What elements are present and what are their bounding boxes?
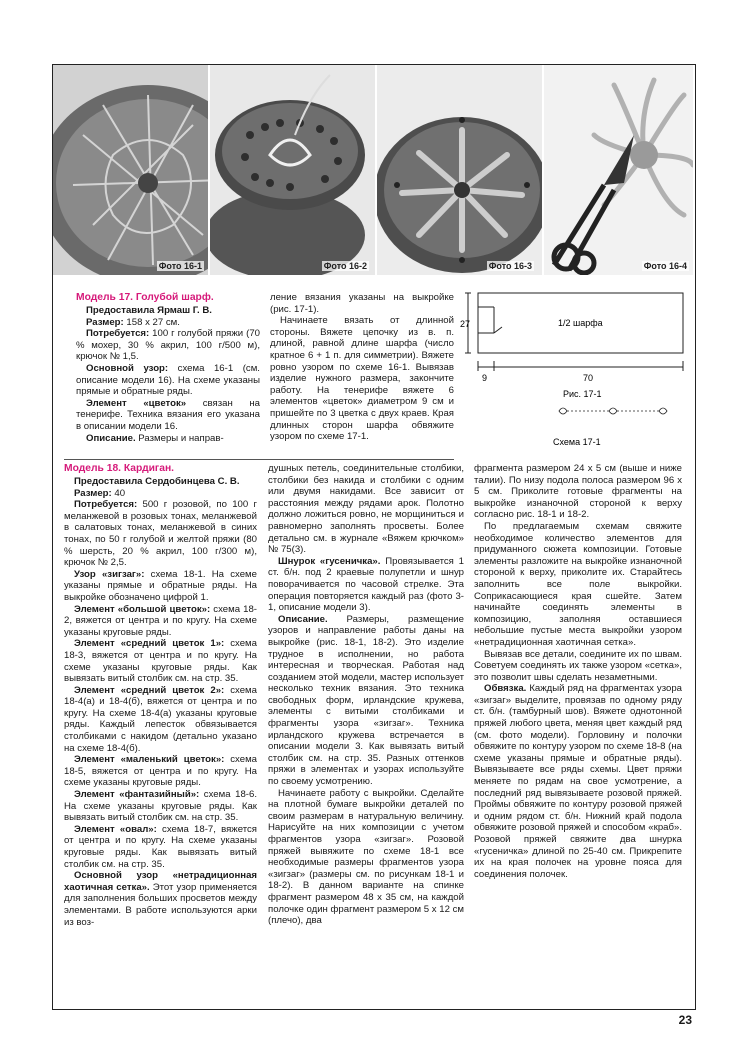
size-label: Размер: — [86, 316, 124, 328]
paragraph: Вывязав все детали, соедините их по швам. Советуем соединять их также узором «сетка», это позволит швы сделать незаметными. — [474, 648, 682, 683]
flower-text: связан на тенерифе. Техника вязания его указана в описании модели 16. — [76, 397, 261, 432]
photo-16-4 — [544, 65, 693, 275]
model18-column-2 — [268, 463, 464, 927]
paragraph: фрагмента размером 24 х 5 см (выше и ниже талии). По низу подола полоса размером 96 х 5 см. Приколите готовые фрагменты на выкройке изнаночной стороной к верху согласно рис. 18-1 и 18-2. — [474, 463, 682, 521]
size-value: 40 — [111, 487, 126, 499]
model17-column-1 — [76, 292, 260, 444]
big-flower-label: Элемент «большой цветок»: — [74, 603, 211, 615]
paragraph: душных петель, соединительные столбики, столбики без накида и столбики с одним или двумя накидами. Все зависит от расстояния между рядами арок. Полотно должно ложиться ровно, не морщиниться и равномерно заполнять просветы. Более детально см. в журнале «Вяжем крючком» № 75(3). — [268, 463, 464, 556]
needs-text: 500 г розовой, по 100 г меланжевой в розовых тонах, меланжевой в салатовых тонах, меланжевой в синих тонах, по 50 г голубой и желтой пряжи (80 % шерсть, 20 % акрил, 100 г/300 м), крючок № 2,5. — [64, 499, 257, 569]
page-number: 23 — [678, 1013, 692, 1027]
author-label: Предоставила Ярмаш Г. В. — [86, 305, 212, 316]
small-flower-label: Элемент «маленький цветок»: — [74, 754, 225, 766]
section-divider — [64, 459, 454, 460]
flower-label: Элемент «цветок» — [86, 397, 187, 409]
desc-text: Размеры, размещение узоров и направление работы даны на выкройке (рис. 18-1, 18-2). Это изделие трудное в исполнении, но работа интересная и творческая. Работая над созданием этой модели, мастер использует несколько техник вязания. Это техника свободных форм, ирландские кружева, элементы с витыми столбиками и фрагменты узора «зигзаг». Техника ирландского кружева встречается в описании модели 3. Как вывязать витый столбик см. на стр. 35. Разных оттенков пряжи в элементах и узорах используйте по своему усмотрению. — [268, 613, 464, 788]
model18-title: Модель 18. Кардиган. — [64, 463, 175, 474]
needs-text: 100 г голубой пряжи (70 % мохер, 30 % акрил, 100 г/500 м), крючок № 1,5. — [76, 328, 260, 363]
author-label: Предоставила Сердобинцева С. В. — [74, 476, 240, 487]
net-text: Этот узор применяется для заполнения больших просветов между элементами. В работе используются арки из воз- — [64, 881, 257, 928]
mid-flower-2-text: схема 18-4(а) и 18-4(б), вяжется от центра и по кругу. На схеме 18-4(а) указаны круговые ряды. Каждый лепесток обвязывается столбиками с накидом (детально указано на схеме 18-4(б). — [64, 684, 257, 754]
model17-column-2 — [270, 292, 454, 443]
needs-label: Потребуется: — [74, 499, 138, 511]
lace-text: Провязывается 1 ст. б/н. под 2 краевые полупетли и шнур поворачивается по часовой стрелке. Эта операция повторяется каждый раз (фото 3-1, описание модели 3). — [268, 555, 464, 614]
mid-flower-2-label: Элемент «средний цветок 2»: — [74, 684, 225, 696]
edging-text: Каждый ряд на фрагментах узора «зигзаг» выделите, провязав по одному ряду ст. б/н. (тамбурный шов). Вяжете однотонной пряжей любого цвета, меняя цвет каждый ряд (см. фото модели). Горловину и полочки обвяжите по контуру узором по схеме 18-8 (на схеме указаны прямые и обратные ряды). Вывязываете все ряды схемы. Цвет пряжи меняете по рядам на свое усмотрение, а последний ряд вывязываете розовой пряжей. Проймы обвяжите по контуру розовой пряжей и одним рядом ст. б/н. Нижний край подола обвяжите розовой пряжей и способом «краб». Розовой пряжей свяжите два шнурка «гусеничка» длиной по 25-40 см. Прикрепите их на края полочек на уровне пояса для соединения полочек. — [474, 683, 682, 880]
lace-label: Шнурок «гусеничка». — [278, 555, 381, 567]
model18-column-3 — [474, 463, 682, 880]
pattern-label: Основной узор: — [86, 362, 169, 374]
photo-caption: Фото 16-3 — [488, 261, 532, 271]
edging-label: Обвязка. — [484, 683, 527, 695]
figure-caption: Рис. 17-1 — [563, 389, 602, 399]
paragraph: Начинаете работу с выкройки. Сделайте на плотной бумаге выкройки деталей по своим размерам в натуральную величину. Нарисуйте на них композиции с учетом фрагментов узора «зигзаг». Розовой пряжей вывяжите по схеме 18-1 все необходимые размеры фрагментов узора «зигзаг» (размеры см. по рисункам 18-1 и 18-2). В данном варианте на спинке фрагмент размером 48 х 35 см, на каждой полочке один фрагмент размером 5 х 12 см (плечо), два — [268, 787, 464, 927]
model17-title: Модель 17. Голубой шарф. — [76, 292, 214, 303]
paragraph: ление вязания указаны на выкройке (рис. 17-1). — [270, 292, 454, 315]
model18-column-1 — [64, 463, 257, 928]
height-label: 27 — [460, 319, 471, 329]
needs-label: Потребуется: — [86, 328, 150, 340]
photo-16-2 — [210, 65, 375, 275]
size-value: 158 х 27 см. — [123, 316, 180, 328]
half-scarf-label: 1/2 шарфа — [558, 318, 603, 328]
paragraph: Начинаете вязать от длинной стороны. Вяжете цепочку из в. п. длиной, равной длине шарфа (число кратное 6 + 1 п. для симметрии). Вяжете ровно узором по схеме 16-1. Вывязав изделие нужного размера, закончите работу. На тенерифе вяжете 6 элементов «цветок» диаметром 9 см и пришейте по 3 цветка с двух краев. Края длинных сторон шарфа обвяжите узором по схеме 17-1. — [270, 315, 454, 443]
photo-caption: Фото 16-1 — [158, 261, 202, 271]
desc-label: Описание. — [278, 613, 328, 625]
photo-caption: Фото 16-4 — [643, 261, 687, 271]
width-right-label: 70 — [583, 373, 594, 383]
paragraph: По предлагаемым схемам свяжите необходимое количество элементов для придуманного сюжета композиции. Готовые элементы разложите на выкройке изнаночной стороной к верху, приколите их. Старайтесь заполнить все поле выкройки. Соприкасающиеся края сшейте. Затем начинайте соединять элементы в композицию, заполняя оставшиеся небольшие пустые места выкройки узором «нетрадиционная хаотичная сетка». — [474, 520, 682, 648]
mid-flower-1-label: Элемент «средний цветок 1»: — [74, 638, 225, 650]
big-flower-text: схема 18-2, вяжется от центра и по кругу. На схеме указаны круговые ряды. — [64, 603, 257, 638]
fantasy-text: схема 18-6. На схеме указаны круговые ряды. Как вывязать витый столбик см. на стр. 35. — [64, 789, 257, 824]
width-left-label: 9 — [482, 373, 488, 383]
desc-text: Размеры и направ- — [135, 432, 224, 444]
zigzag-label: Узор «зигзаг»: — [74, 568, 145, 580]
small-flower-text: схема 18-5, вяжется от центра и по кругу. На схеме указаны круговые ряды. — [64, 754, 258, 789]
photo-16-1 — [53, 65, 208, 275]
oval-text: схема 18-7, вяжется от центра и по кругу. На схеме указаны круговые ряды. Как вывязать витый столбик см. на стр. 35. — [64, 823, 257, 870]
fantasy-label: Элемент «фантазийный»: — [74, 789, 200, 801]
mid-flower-1-text: схема 18-3, вяжется от центра и по кругу. На схеме указаны круговые ряды. Как вывязать витый столбик см. на стр. 35. — [64, 638, 257, 685]
photo-16-3 — [377, 65, 542, 275]
edging-scheme — [559, 408, 667, 414]
desc-label: Описание. — [86, 432, 136, 444]
photo-strip — [53, 65, 693, 275]
net-label: Основной узор «нетрадиционная хаотичная сетка». — [64, 870, 257, 893]
scheme-caption: Схема 17-1 — [553, 437, 601, 447]
photo-caption: Фото 16-2 — [323, 261, 367, 271]
size-label: Размер: — [74, 487, 112, 499]
oval-label: Элемент «овал»: — [74, 823, 157, 835]
pattern-text: схема 16-1 (см. описание модели 16). На схеме указаны прямые и обратные ряды. — [76, 362, 260, 398]
zigzag-text: схема 18-1. На схеме указаны прямые и обратные ряды. На выкройке обозначено цифрой 1. — [64, 568, 257, 603]
scarf-diagram — [458, 287, 688, 457]
